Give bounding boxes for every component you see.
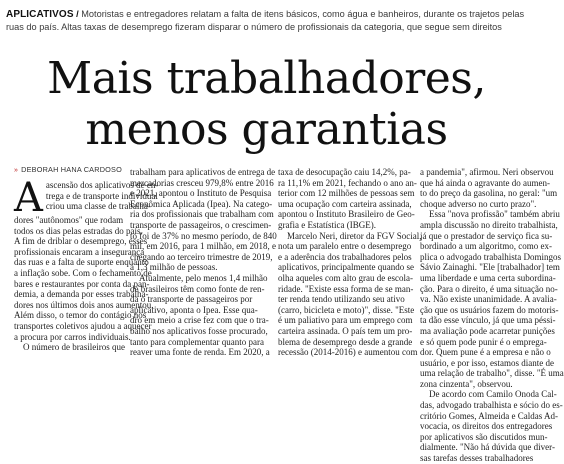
text-line: tanto para complementar quanto para xyxy=(130,336,264,347)
text-line: das ruas e a falta de suporte enquanto xyxy=(14,257,149,268)
text-line: sas tarefas desses trabalhadores xyxy=(420,453,534,464)
text-line: critório Gomes, Almeida e Caldas Ad- xyxy=(420,410,558,421)
article-column-1 xyxy=(14,175,159,353)
text-line: e só quem pode punir é o emprega- xyxy=(420,336,547,347)
text-line: ria dos profissionais que trabalham com xyxy=(130,209,274,220)
text-line: aplicativos, principalmente quando se xyxy=(278,262,414,273)
text-line: Essa "nova profissão" também abriu xyxy=(429,209,560,220)
text-line: chegando ao terceiro trimestre de 2019, xyxy=(130,251,273,262)
text-line: todos os dias pelas estradas do país. xyxy=(14,225,143,236)
text-line: (carro, bicicleta e moto)", disse. "Este xyxy=(278,304,415,315)
text-line: bordinado a um algoritmo, como ex- xyxy=(420,241,552,252)
text-line: dro em meio a crise fez com que o tra- xyxy=(130,315,269,326)
text-line: trega e de transporte individual xyxy=(45,190,158,201)
text-line: Além disso, o temor do contágio nos xyxy=(14,310,147,321)
text-line: ra 11,1% em 2021, fechando o ano an- xyxy=(278,177,417,188)
text-line: dor. Quem pune é a empresa e não o xyxy=(420,347,551,358)
text-line: vocacia, os direitos dos entregadores xyxy=(420,421,553,432)
text-line: ta dão esse vínculo, já que uma péssi- xyxy=(420,315,556,326)
byline-author: DEBORAH HANA CARDOSO xyxy=(21,165,122,174)
text-line: dores "autônomos" que rodam xyxy=(14,215,124,225)
text-line: balho nos aplicativos fosse procurado, xyxy=(130,325,268,336)
text-line: já que o prestador de serviço fica su- xyxy=(420,230,553,241)
text-line: zona cinzenta", observou. xyxy=(420,378,513,389)
text-line: ção que os usuários fazem do motoris- xyxy=(420,304,559,315)
text-line: por aplicativos são discutidos mun- xyxy=(420,431,548,442)
section-label: APLICATIVOS xyxy=(6,9,74,20)
text-line: choque adverso no curto prazo". xyxy=(420,198,537,209)
text-line: Atualmente, pelo menos 1,4 milhão xyxy=(139,272,268,283)
text-line: dores nos últimos dois anos aumentou. xyxy=(14,299,154,310)
text-line: da o transporte de passageiros por xyxy=(130,294,253,305)
article-column-2 xyxy=(130,167,277,358)
article-column-3 xyxy=(278,167,422,358)
text-line: mil, em 2016, para 1 milhão, em 2018, e xyxy=(130,241,276,252)
text-line: aplicativo, aponta o Ipea. Esse qua- xyxy=(130,304,258,315)
text-line: de brasileiros têm como fonte de ren- xyxy=(130,283,265,294)
text-line: blema de desemprego desde a grande xyxy=(278,336,413,347)
text-line: dialmente. "Não há dúvida que diver- xyxy=(420,442,555,453)
text-line: Sávio Zainaghi. "Ele [trabalhador] tem xyxy=(420,262,560,273)
text-line: que há ainda o agravante do aumen- xyxy=(420,177,550,188)
text-line: transporte de passageiros, o crescimen- xyxy=(130,219,272,230)
headline-line-1: Mais trabalhadores, xyxy=(47,53,486,104)
top-rule xyxy=(0,0,533,6)
text-line: to foi de 37% no mesmo período, de 840 xyxy=(130,230,277,241)
text-line: De acordo com Camilo Onoda Cal- xyxy=(429,389,557,400)
text-line: uma relação de trabalho", disse. "É uma xyxy=(420,368,564,379)
text-line: uma liberdade e uma certa subordina- xyxy=(420,272,556,283)
text-line: demia, a demanda por esses trabalha- xyxy=(14,289,149,300)
text-line: ridade. "Existe essa forma de se man- xyxy=(278,283,414,294)
text-line: plica o advogado trabalhista Domingos xyxy=(420,251,561,262)
text-line: e 2021, apontou o Instituto de Pesquisa xyxy=(130,188,272,199)
kicker-text: Motoristas e entregadores relatam a falta de itens básicos, como água e banheiros, durante os trajetos pelas ruas do país. Altas taxas de desemprego fizeram disparar o número de profissionais da categoria, que segue sem direitos xyxy=(6,9,525,32)
drop-cap: A xyxy=(14,175,43,221)
text-line: é um paliativo para um emprego com xyxy=(278,315,413,326)
text-line: O número de brasileiros que xyxy=(23,342,125,353)
text-line: grafia e Estatística (IBGE). xyxy=(278,219,376,230)
text-line: nota um paralelo entre o desemprego xyxy=(278,241,412,252)
text-line: bares e restaurantes por conta da pan- xyxy=(14,278,150,289)
text-line: taxa de desocupação caiu 14,2%, pa- xyxy=(278,167,411,177)
text-line: uma ocupação com carteira assinada, xyxy=(278,198,412,209)
section-separator: / xyxy=(76,9,79,19)
text-line: ascensão dos aplicativos de en- xyxy=(45,180,159,190)
text-line: ter renda tendo utilizando seu ativo xyxy=(278,294,405,305)
text-line: das, advogado trabalhista e sócio do es- xyxy=(420,400,563,411)
text-line: to do preço da gasolina, no geral: "um xyxy=(420,188,558,199)
text-line: mercadorias cresceu 979,8% entre 2016 xyxy=(130,177,274,188)
text-line: Econômica Aplicada (Ipea). Na catego- xyxy=(130,198,273,209)
byline-bullet: » xyxy=(14,167,19,174)
text-line: transportes coletivos ajudou a aquecer xyxy=(14,320,152,331)
text-line: ção. Para o direito, é uma situação no- xyxy=(420,283,558,294)
text-line: ma avaliação pode acarretar punições xyxy=(420,325,555,336)
text-line: terior com 12 milhões de pessoas sem xyxy=(278,188,415,199)
byline xyxy=(14,165,122,174)
article-column-4 xyxy=(420,167,564,464)
text-line: e a aderência dos trabalhadores pelos xyxy=(278,251,412,262)
text-line: a inflação sobe. Com o fechamento de xyxy=(14,267,152,278)
text-line: a 1,3 milhão de pessoas. xyxy=(130,262,218,273)
text-line: carteira assinada. O país tem um pro- xyxy=(278,325,413,336)
text-line: usuário, e por isso, estamos diante de xyxy=(420,357,554,368)
text-line: profissionais encaram a insegurança xyxy=(14,246,145,257)
text-line: a pandemia", afirmou. Neri observou xyxy=(420,167,554,177)
text-line: criou uma classe de trabalha- xyxy=(45,201,151,212)
text-line: a procura por carros individuais. xyxy=(14,331,131,342)
text-line: trabalham para aplicativos de entrega de xyxy=(130,167,276,177)
text-line: olha aqueles com alto grau de escola- xyxy=(278,272,413,283)
text-line: A fim de driblar o desemprego, esses xyxy=(14,236,148,247)
text-line: va. Não existe unanimidade. A avalia- xyxy=(420,294,557,305)
text-line: reaver uma fonte de renda. Em 2020, a xyxy=(130,347,270,358)
text-line: apontou o Instituto Brasileiro de Geo- xyxy=(278,209,415,220)
text-line: ampla discussão no direito trabalhista, xyxy=(420,219,558,230)
headline-line-2: menos garantias xyxy=(85,104,448,155)
text-line: Marcelo Neri, diretor da FGV Social, xyxy=(287,230,422,241)
kicker xyxy=(6,8,528,34)
text-line: recessão (2014-2016) e aumentou com xyxy=(278,347,418,358)
